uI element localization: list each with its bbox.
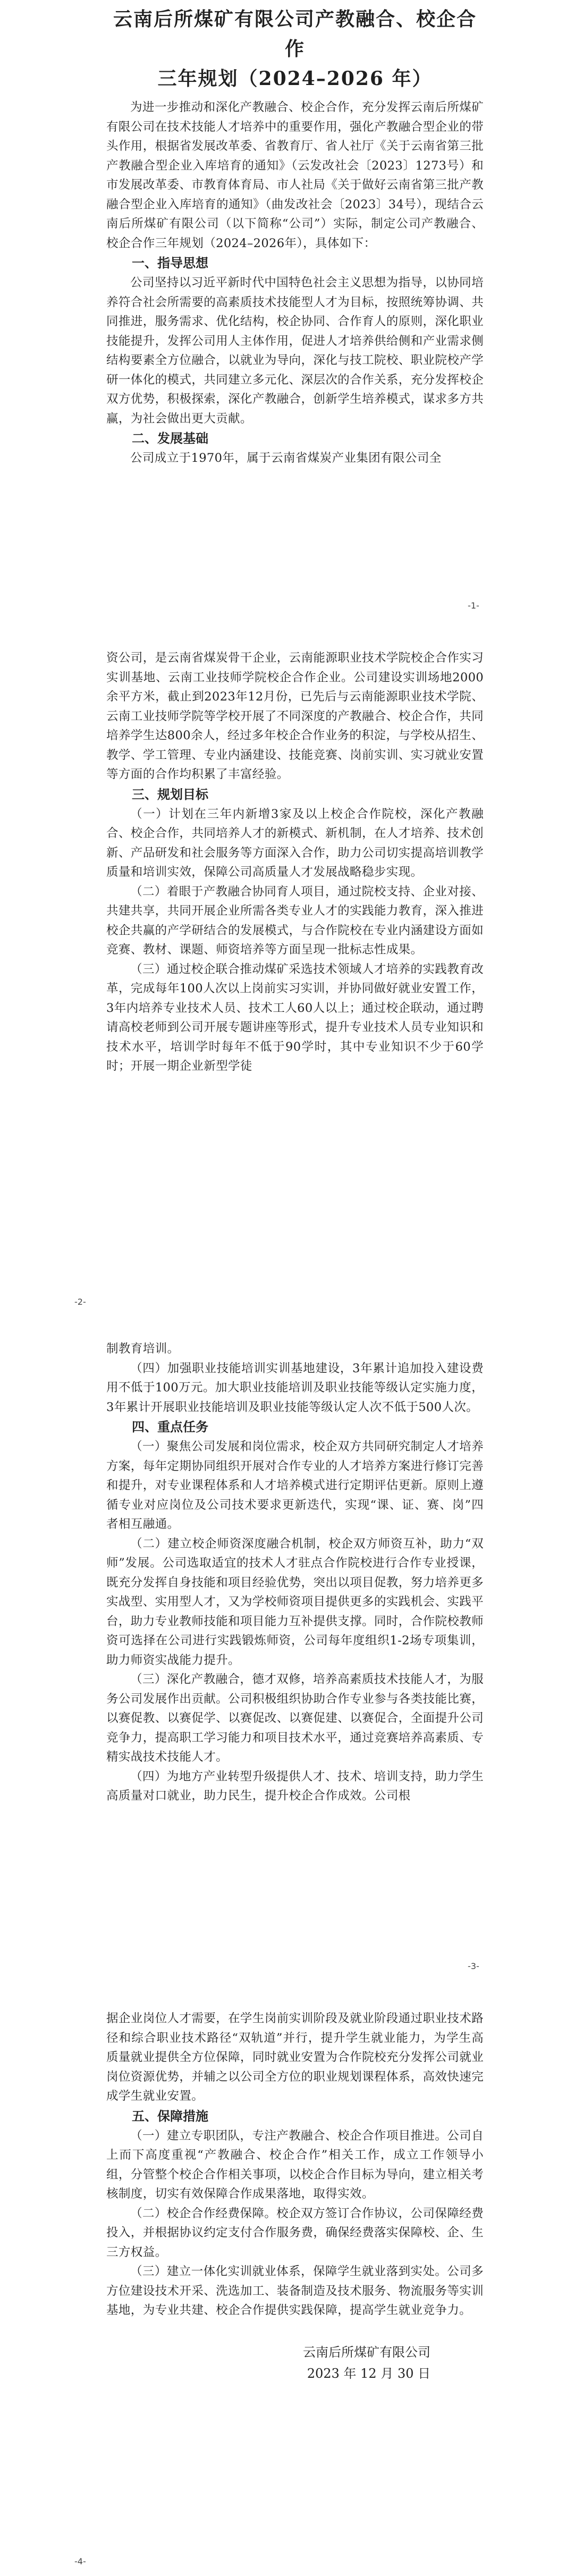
- guiding-ideology-text: 公司坚持以习近平新时代中国特色社会主义思想为指导，以协同培养符合社会所需要的高素质技术技能型人才为目标，按照统筹协调、共同推进，服务需求、优化结构，校企协同、合作育人的原则，深化职业技能提升，发挥公司用人主体作用，促进人才培养供给侧和产业需求侧结构要素全方位融合，以就业为导向，深化与技工院校、职业院校产学研一体化的模式，共同建立多元化、深层次的合作关系，充分发挥校企双方优势，积极探索，深化产教融合，创新学生培养模式，谋求多方共赢，为社会做出更大贡献。: [106, 276, 484, 426]
- key-task-1: （一）聚焦公司发展和岗位需求，校企双方共同研究制定人才培养方案，每年定期协同组织开展对合作专业的人才培养方案进行修订完善和提升，对专业课程体系和人才培养模式进行定期评估更新。原则上遵循专业对应岗位及公司技术要求更新迭代，实现“课、证、赛、岗”四者相互融通。: [106, 1440, 484, 1531]
- intro-paragraph: 为进一步推动和深化产教融合、校企合作，充分发挥云南后所煤矿有限公司在技术技能人才培养中的重要作用，强化产教融合型企业的带头作用，根据省发展改革委、省教育厅、省人社厅《关于云南省第三批产教融合型企业入库培育的通知》（云发改社会〔2023〕1273号）和市发展改革委、市教育体育局、市人社局《关于做好云南省第三批产教融合型企业入库培育的通知》（曲发改社会〔2023〕34号），现结合云南后所煤矿有限公司（以下简称“公司”）实际，制定公司产教融合、校企合作三年规划（2024–2026年），具体如下：: [106, 100, 484, 250]
- key-task-2: （二）建立校企师资深度融合机制，校企双方师资互补，助力“双师”发展。公司选取适宜的技术人才驻点合作院校进行合作专业授课，既充分发挥自身技能和项目经验优势，突出以项目促教，努力培养更多实战型、实用型人才，又为学校师资项目提供更多的实践机会、实践平台，助力专业教师技能和项目能力互补提供支撑。同时，合作院校教师资可选择在公司进行实践锻炼师资，公司每年度组织1-2场专项集训，助力师资实战能力提升。: [106, 1536, 484, 1667]
- safeguard-3: （三）建立一体化实训就业体系，保障学生就业落到实处。公司多方位建设技术开采、洗选加工、装备制造及技术服务、物流服务等实训基地，为专业共建、校企合作提供实践保障，提高学生就业竞争力。: [106, 2265, 484, 2317]
- doc-title-line1: 云南后所煤矿有限公司产教融合、校企合作: [113, 8, 477, 60]
- page-number-4: -4-: [74, 2556, 86, 2566]
- doc-title-line2: 三年规划（2024–2026 年）: [157, 67, 433, 90]
- page-3: [0, 1339, 574, 1806]
- signature-date: 2023 年 12 月 30 日: [307, 2366, 430, 2381]
- page-number-3: -3-: [468, 1961, 479, 1971]
- safeguard-2: （二）校企合作经费保障。校企双方签订合作协议，公司保障经费投入，并根据协议约定支付合作服务费，确保经费落实保障校、企、生三方权益。: [106, 2206, 484, 2259]
- planning-goal-4: （四）加强职业技能培训实训基地建设，3年累计追加投入建设费用不低于100万元。加大职业技能培训及职业技能等级认定实施力度，3年累计开展职业技能培训及职业技能等级认定人次不低于500人次。: [106, 1361, 484, 1414]
- key-task-4-a: （四）为地方产业转型升级提供人才、技术、培训支持，助力学生高质量对口就业，助力民生，提升校企合作成效。公司根: [106, 1769, 484, 1803]
- key-task-4-b: 据企业岗位人才需要，在学生岗前实训阶段及就业阶段通过职业技术路径和综合职业技术路径“双轨道”并行，提升学生就业能力，为学生高质量就业提供全方位保障，同时就业安置为合作院校充分发挥公司就业岗位资源优势，并辅之以公司全方位的职业规划课程体系，高效快速完成学生就业安置。: [106, 2012, 484, 2103]
- development-basis-text-b: 资公司，是云南省煤炭骨干企业，云南能源职业技术学院校企合作实习实训基地、云南工业技师学院校企合作企业。公司建设实训场地2000余平方米，截止到2023年12月份，已先后与云南能源职业技术学院、云南工业技师学院等学校开展了不同深度的产教融合、校企合作，共同培养学生达800余人，经过多年校企合作业务的积淀，与学校从招生、教学、学工管理、专业内涵建设、技能竞赛、岗前实训、实习就业安置等方面的合作均积累了丰富经验。: [106, 651, 484, 781]
- section-heading-guiding-ideology: 一、指导思想: [132, 255, 208, 271]
- planning-goal-3-continued: 制教育培训。: [106, 1342, 180, 1356]
- section-heading-safeguards: 五、保障措施: [132, 2108, 208, 2124]
- page-2: [0, 648, 574, 1076]
- page-4: [0, 2009, 574, 2384]
- section-heading-planning-goals: 三、规划目标: [132, 786, 208, 802]
- development-basis-text-a: 公司成立于1970年，属于云南省煤炭产业集团有限公司全: [130, 451, 442, 465]
- section-heading-key-tasks: 四、重点任务: [132, 1419, 208, 1434]
- page-number-2: -2-: [74, 1297, 86, 1307]
- planning-goal-1: （一）计划在三年内新增3家及以上校企合作院校，深化产教融合、校企合作，共同培养人才的新模式、新机制，在人才培养、技术创新、产品研发和社会服务等方面深入合作，助力公司切实提高培训教学质量和培训实效，保障公司高质量人才发展战略稳步实现。: [106, 807, 484, 879]
- safeguard-1: （一）建立专职团队，专注产教融合、校企合作项目推进。公司自上而下高度重视“产教融合、校企合作”相关工作，成立工作领导小组，分管整个校企合作相关事项，以校企合作目标为导向，建立相关考核制度，切实有效保障合作成果落地，取得实效。: [106, 2129, 484, 2201]
- page-1: [0, 4, 574, 468]
- page-number-1: -1-: [468, 601, 479, 611]
- section-heading-development-basis: 二、发展基础: [132, 430, 208, 446]
- planning-goal-3: （三）通过校企联合推动煤矿采选技术领域人才培养的实践教育改革，完成每年100人次以上岗前实习实训，并协同做好就业安置工作，3年内培养专业技术人员、技术工人60人以上；通过校企联动，通过聘请高校老师到公司开展专题讲座等形式，提升专业技术人员专业知识和技术水平，培训学时每年不低于90学时，其中专业知识不少于60学时；开展一期企业新型学徒: [106, 962, 484, 1073]
- planning-goal-2: （二）着眼于产教融合协同育人项目，通过院校支持、企业对接、共建共享，共同开展企业所需各类专业人才的实践能力教育，深入推进校企共赢的产学研结合的发展模式，与合作院校在专业内涵建设方面如竞赛、教材、课题、师资培养等方面呈现一批标志性成果。: [106, 884, 484, 957]
- key-task-3: （三）深化产教融合，德才双修，培养高素质技术技能人才，为服务公司发展作出贡献。公司积极组织协助合作专业参与各类技能比赛，以赛促教、以赛促学、以赛促改、以赛促建、以赛促合，全面提升公司竞争力，提高职工学习能力和项目技术水平，通过竞赛培养高素质、专精实战技术技能人才。: [106, 1673, 484, 1764]
- signature-company: 云南后所煤矿有限公司: [303, 2344, 430, 2360]
